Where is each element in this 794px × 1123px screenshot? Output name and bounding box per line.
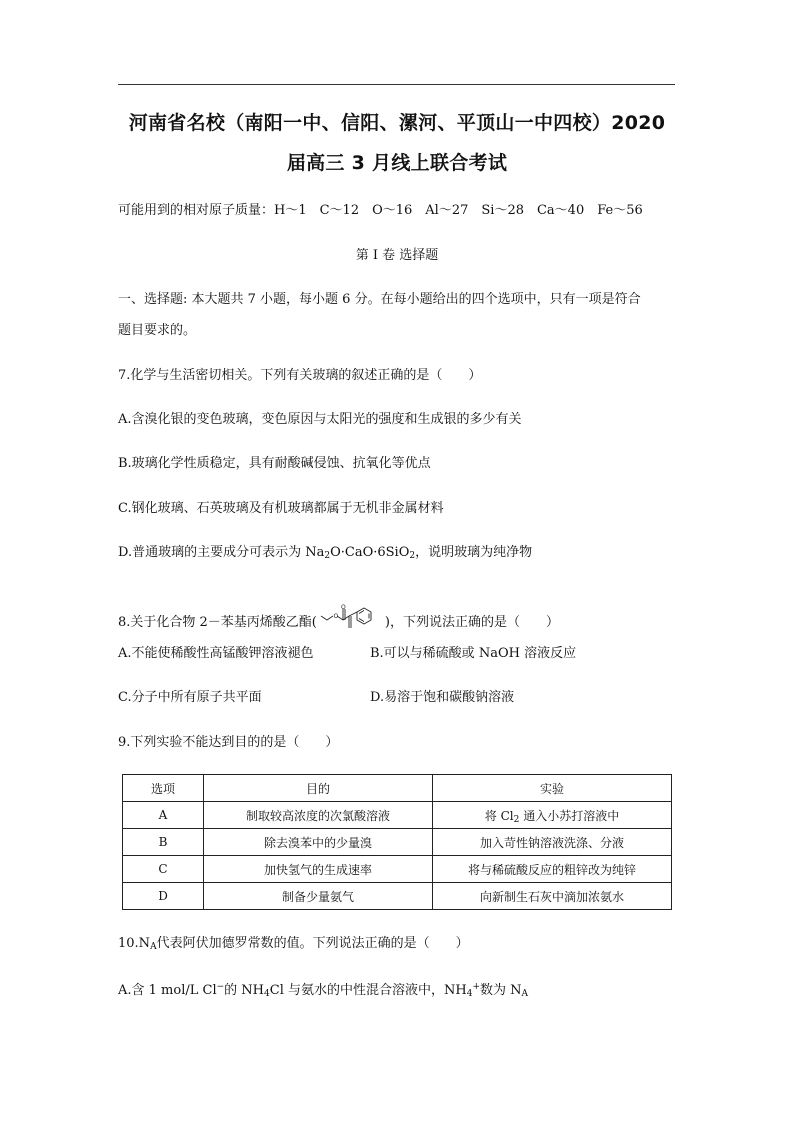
row-experiment: 将与稀硫酸反应的粗锌改为纯锌: [433, 856, 672, 883]
ethyl-2-phenylacrylate-structure-icon: [317, 604, 385, 636]
table-row: [123, 802, 672, 829]
q8-option-b: B.可以与稀硫酸或 NaOH 溶液反应: [370, 646, 577, 661]
row-experiment: 向新制生石灰中滴加浓氨水: [433, 883, 672, 910]
q7-option-a: A.含溴化银的变色玻璃，变色原因与太阳光的强度和生成银的多少有关: [118, 412, 522, 427]
row-purpose: 制备少量氨气: [204, 883, 433, 910]
q8-option-a: A.不能使稀酸性高锰酸钾溶液褪色: [118, 646, 314, 661]
exam-title-line1: 河南省名校（南阳一中、信阳、漯河、平顶山一中四校）2020: [128, 112, 666, 134]
row-option: C: [123, 856, 204, 883]
row-purpose: 加快氢气的生成速率: [204, 856, 433, 883]
exam-title-line2: 届高三 3 月线上联合考试: [286, 152, 508, 174]
header-experiment: 实验: [433, 775, 672, 802]
instructions-line1: 一、选择题: 本大题共 7 小题，每小题 6 分。在每小题给出的四个选项中，只有一项是符合: [118, 292, 641, 307]
q8-option-c: C.分子中所有原子共平面: [118, 690, 262, 705]
header-rule: [118, 84, 675, 85]
row-option: D: [123, 883, 204, 910]
q7-option-b: B.玻璃化学性质稳定，具有耐酸碱侵蚀、抗氧化等优点: [118, 456, 431, 471]
row-purpose: 除去溴苯中的少量溴: [204, 829, 433, 856]
q9-stem: 9.下列实验不能达到目的的是（ ）: [118, 735, 339, 750]
q7-option-d: D.普通玻璃的主要成分可表示为 $Na_2O\cdot CaO\cdot 6SiO_2$，说明玻璃为纯净物: [118, 545, 533, 561]
svg-text:O: O: [333, 613, 339, 620]
q10-option-a: A.含 1 mol/L Cl−的 $NH_4Cl$ 与氨水的中性混合溶液中，$NH_4^+$数为 $N_A$: [118, 982, 529, 999]
instructions-line2: 题目要求的。: [118, 323, 197, 338]
q8-stem: 8.关于化合物 2－苯基丙烯酸乙酯( O O )，下列说法正确的是（ ）: [118, 604, 559, 636]
section-title: 第 I 卷 选择题: [355, 248, 439, 263]
q8-option-d: D.易溶于饱和碳酸钠溶液: [370, 690, 515, 705]
table-row: [123, 883, 672, 910]
q10-stem: $10.N_A$代表阿伏加德罗常数的值。下列说法正确的是（ ）: [118, 936, 469, 952]
row-experiment: 加入苛性钠溶液洗涤、分液: [433, 829, 672, 856]
row-purpose: 制取较高浓度的次氯酸溶液: [204, 802, 433, 829]
header-purpose: 目的: [204, 775, 433, 802]
row-option: A: [123, 802, 204, 829]
svg-text:O: O: [340, 604, 346, 611]
table-row: [123, 856, 672, 883]
row-experiment: 将 $Cl_2$ 通入小苏打溶液中: [433, 802, 672, 829]
q7-stem: 7.化学与生活密切相关。下列有关玻璃的叙述正确的是（ ）: [118, 368, 482, 383]
table-row: [123, 829, 672, 856]
atomic-masses: 可能用到的相对原子质量：H～1 C～12 O～16 Al～27 Si～28 Ca～40 Fe～56: [118, 203, 643, 218]
table-header-row: [123, 775, 672, 802]
q7-option-c: C.钢化玻璃、石英玻璃及有机玻璃都属于无机非金属材料: [118, 501, 444, 516]
header-option: 选项: [123, 775, 204, 802]
q9-table: [122, 774, 672, 910]
row-option: B: [123, 829, 204, 856]
